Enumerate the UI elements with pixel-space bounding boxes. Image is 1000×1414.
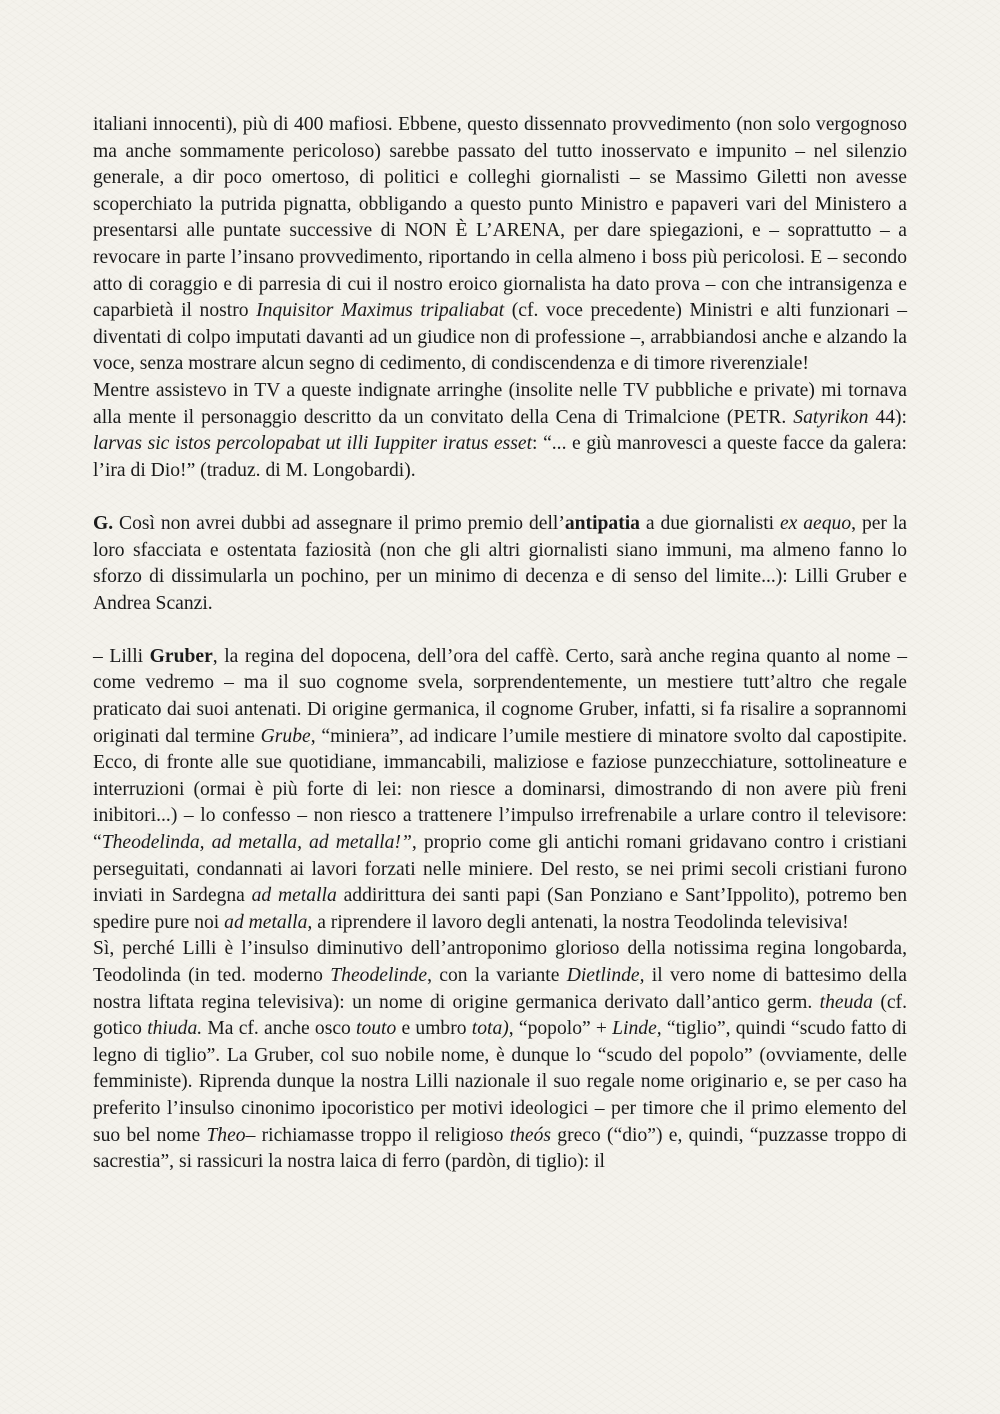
- text-run: , la regina del dopocena, dell’ora del caffè. Certo, sarà anche regina quanto al nome – come vedremo – ma il suo cognome svela, sorprendentemente, un mestiere tutt’altro che regale praticato dai suoi antenati. Di origine germanica, il cognome Gruber, infatti, si fa risalire a soprannomi originati dal termine: [93, 645, 907, 747]
- italic-run: Dietlinde,: [566, 965, 645, 986]
- body-text: [93, 112, 907, 1176]
- text-run: e umbro: [396, 1018, 472, 1040]
- italic-run: larvas sic istos percolopabat ut illi Iuppiter iratus esset: [93, 433, 533, 455]
- italic-run: tota): [471, 1018, 509, 1040]
- text-run: a due giornalisti: [639, 512, 780, 534]
- italic-run: ad metalla: [251, 885, 337, 907]
- italic-run: Theodelinda, ad metalla, ad metalla!”: [101, 832, 412, 854]
- italic-run: ad metalla,: [224, 911, 313, 933]
- italic-run: Linde,: [612, 1018, 662, 1040]
- paragraph-giletti: [93, 112, 907, 378]
- text-run: Sì, perché Lilli è l’insulso diminutivo dell’antroponimo glorioso della notissima regina longobarda, Teodolinda (in ted. moderno: [93, 938, 907, 986]
- text-run: Mentre assistevo in TV a queste indignate arringhe (insolite nelle TV pubbliche e private) mi tornava alla mente il personaggio descritto da un convitato della Cena di Trimalcione (PETR.: [93, 379, 907, 428]
- text-run: addirittura dei santi papi (San Ponziano e Sant’Ippolito), potremo ben spedire pure noi: [93, 885, 908, 933]
- text-run: il vero nome di battesimo della nostra liftata regina televisiva): un nome di origine germanica derivato dall’antico germ.: [93, 965, 907, 1013]
- italic-run: theós: [509, 1124, 552, 1146]
- text-run: , per la loro sfacciata e ostentata faziosità (non che gli altri giornalisti siano immuni, ma almeno fanno lo sforzo di dissimularla un pochino, per un minimo di decenza e di senso del limite...): Lilli Gruber e Andrea Scanzi.: [93, 512, 907, 614]
- text-run: – Lilli: [93, 645, 150, 667]
- paragraph-spacer: [93, 617, 907, 644]
- italic-run: theuda: [819, 991, 873, 1013]
- text-run: , con la variante: [427, 965, 567, 986]
- italic-run: Inquisitor Maximus tripaliabat: [256, 300, 505, 322]
- bold-keyword: antipatia: [564, 512, 640, 534]
- text-run: richiamasse troppo il religioso: [255, 1124, 510, 1146]
- paragraph-spacer: [93, 484, 907, 511]
- italic-run: touto: [356, 1018, 397, 1040]
- text-run: , proprio come gli antichi romani gridavano contro i cristiani perseguitati, condannati ai lavori forzati nelle miniere. Del resto, se nei primi secoli cristiani furono inviati in Sardegna: [93, 832, 907, 907]
- text-run: a riprendere il lavoro degli antenati, la nostra Teodolinda televisiva!: [312, 911, 849, 933]
- paragraph-teodolinda: [93, 936, 907, 1175]
- text-run: Ma cf. anche osco: [202, 1018, 357, 1040]
- italic-run: Theodelinde: [330, 965, 428, 986]
- text-run: 44):: [868, 406, 907, 428]
- italic-run: Satyrikon: [793, 406, 869, 428]
- text-run: (cf. gotico: [93, 991, 907, 1040]
- paragraph-antipatia: [93, 511, 907, 617]
- italic-run: Theo–: [206, 1124, 256, 1146]
- text-run: italiani innocenti), più di 400 mafiosi. Ebbene, questo dissennato provvedimento (non solo vergognoso ma anche sommamente pericoloso) sarebbe passato del tutto inosservato e impunito – nel silenzio generale, a dir poco omertoso, di politici e colleghi giornalisti – se Massimo Giletti non avesse scoperchiato la putrida pignatta, obbligando a questo punto Ministro e papaveri vari del Ministero a presentarsi alle puntate successive di NON È L’ARENA, per dare spiegazioni, e – soprattutto – a revocare in parte l’insano provvedimento, riportando in cella almeno i boss più pericolosi. E – secondo atto di coraggio e di parresia di cui il nostro eroico giornalista ha dato prova – con che intransigenza e caparbietà il nostro: [93, 114, 907, 322]
- text-run: : “... e giù manrovesci a queste facce da galera: l’ira di Dio!” (traduz. di M. Longobardi).: [93, 433, 908, 481]
- text-run: greco (“dio”) e, quindi, “puzzasse troppo di sacrestia”, si rassicuri la nostra laica di ferro (pardòn, di tiglio): il: [93, 1124, 907, 1173]
- italic-run: ex aequo: [779, 512, 852, 534]
- italic-run: thiuda.: [147, 1018, 203, 1040]
- bold-keyword: G.: [93, 512, 114, 534]
- italic-run: Grube: [260, 725, 311, 747]
- paragraph-trimalcione: [93, 378, 907, 484]
- paragraph-gruber: [93, 644, 907, 937]
- text-run: , “miniera”, ad indicare l’umile mestiere di minatore svolto dal capostipite. Ecco, di fronte alle sue quotidiane, immancabili, maliziose e faziose punzecchiature, sottolineature e interruzioni (ormai è più forte di lei: non riesce a dominarsi, dimostrando di non avere più freni inibitori...) – lo confesso – non riesco a trattenere l’impulso irrefrenabile a urlare contro il televisore: “: [93, 725, 907, 854]
- text-run: (cf. voce precedente) Ministri e alti funzionari – diventati di colpo imputati davanti ad un giudice non di professione –, arrabbiandosi anche e alzando la voce, senza mostrare alcun segno di cedimento, di condiscendenza e di timore riverenziale!: [93, 300, 907, 375]
- bold-keyword: Gruber: [149, 645, 213, 667]
- text-run: “tiglio”, quindi “scudo fatto di legno di tiglio”. La Gruber, col suo nobile nome, è dunque lo “scudo del popolo” (ovviamente, delle femministe). Riprenda dunque la nostra Lilli nazionale il suo regale nome originario e, se per caso ha preferito l’insulso cinonimo ipocoristico per motivi ideologici – per timore che il primo elemento del suo bel nome: [93, 1018, 907, 1146]
- text-run: Così non avrei dubbi ad assegnare il primo premio dell’: [113, 512, 565, 534]
- text-run: , “popolo” +: [508, 1018, 613, 1040]
